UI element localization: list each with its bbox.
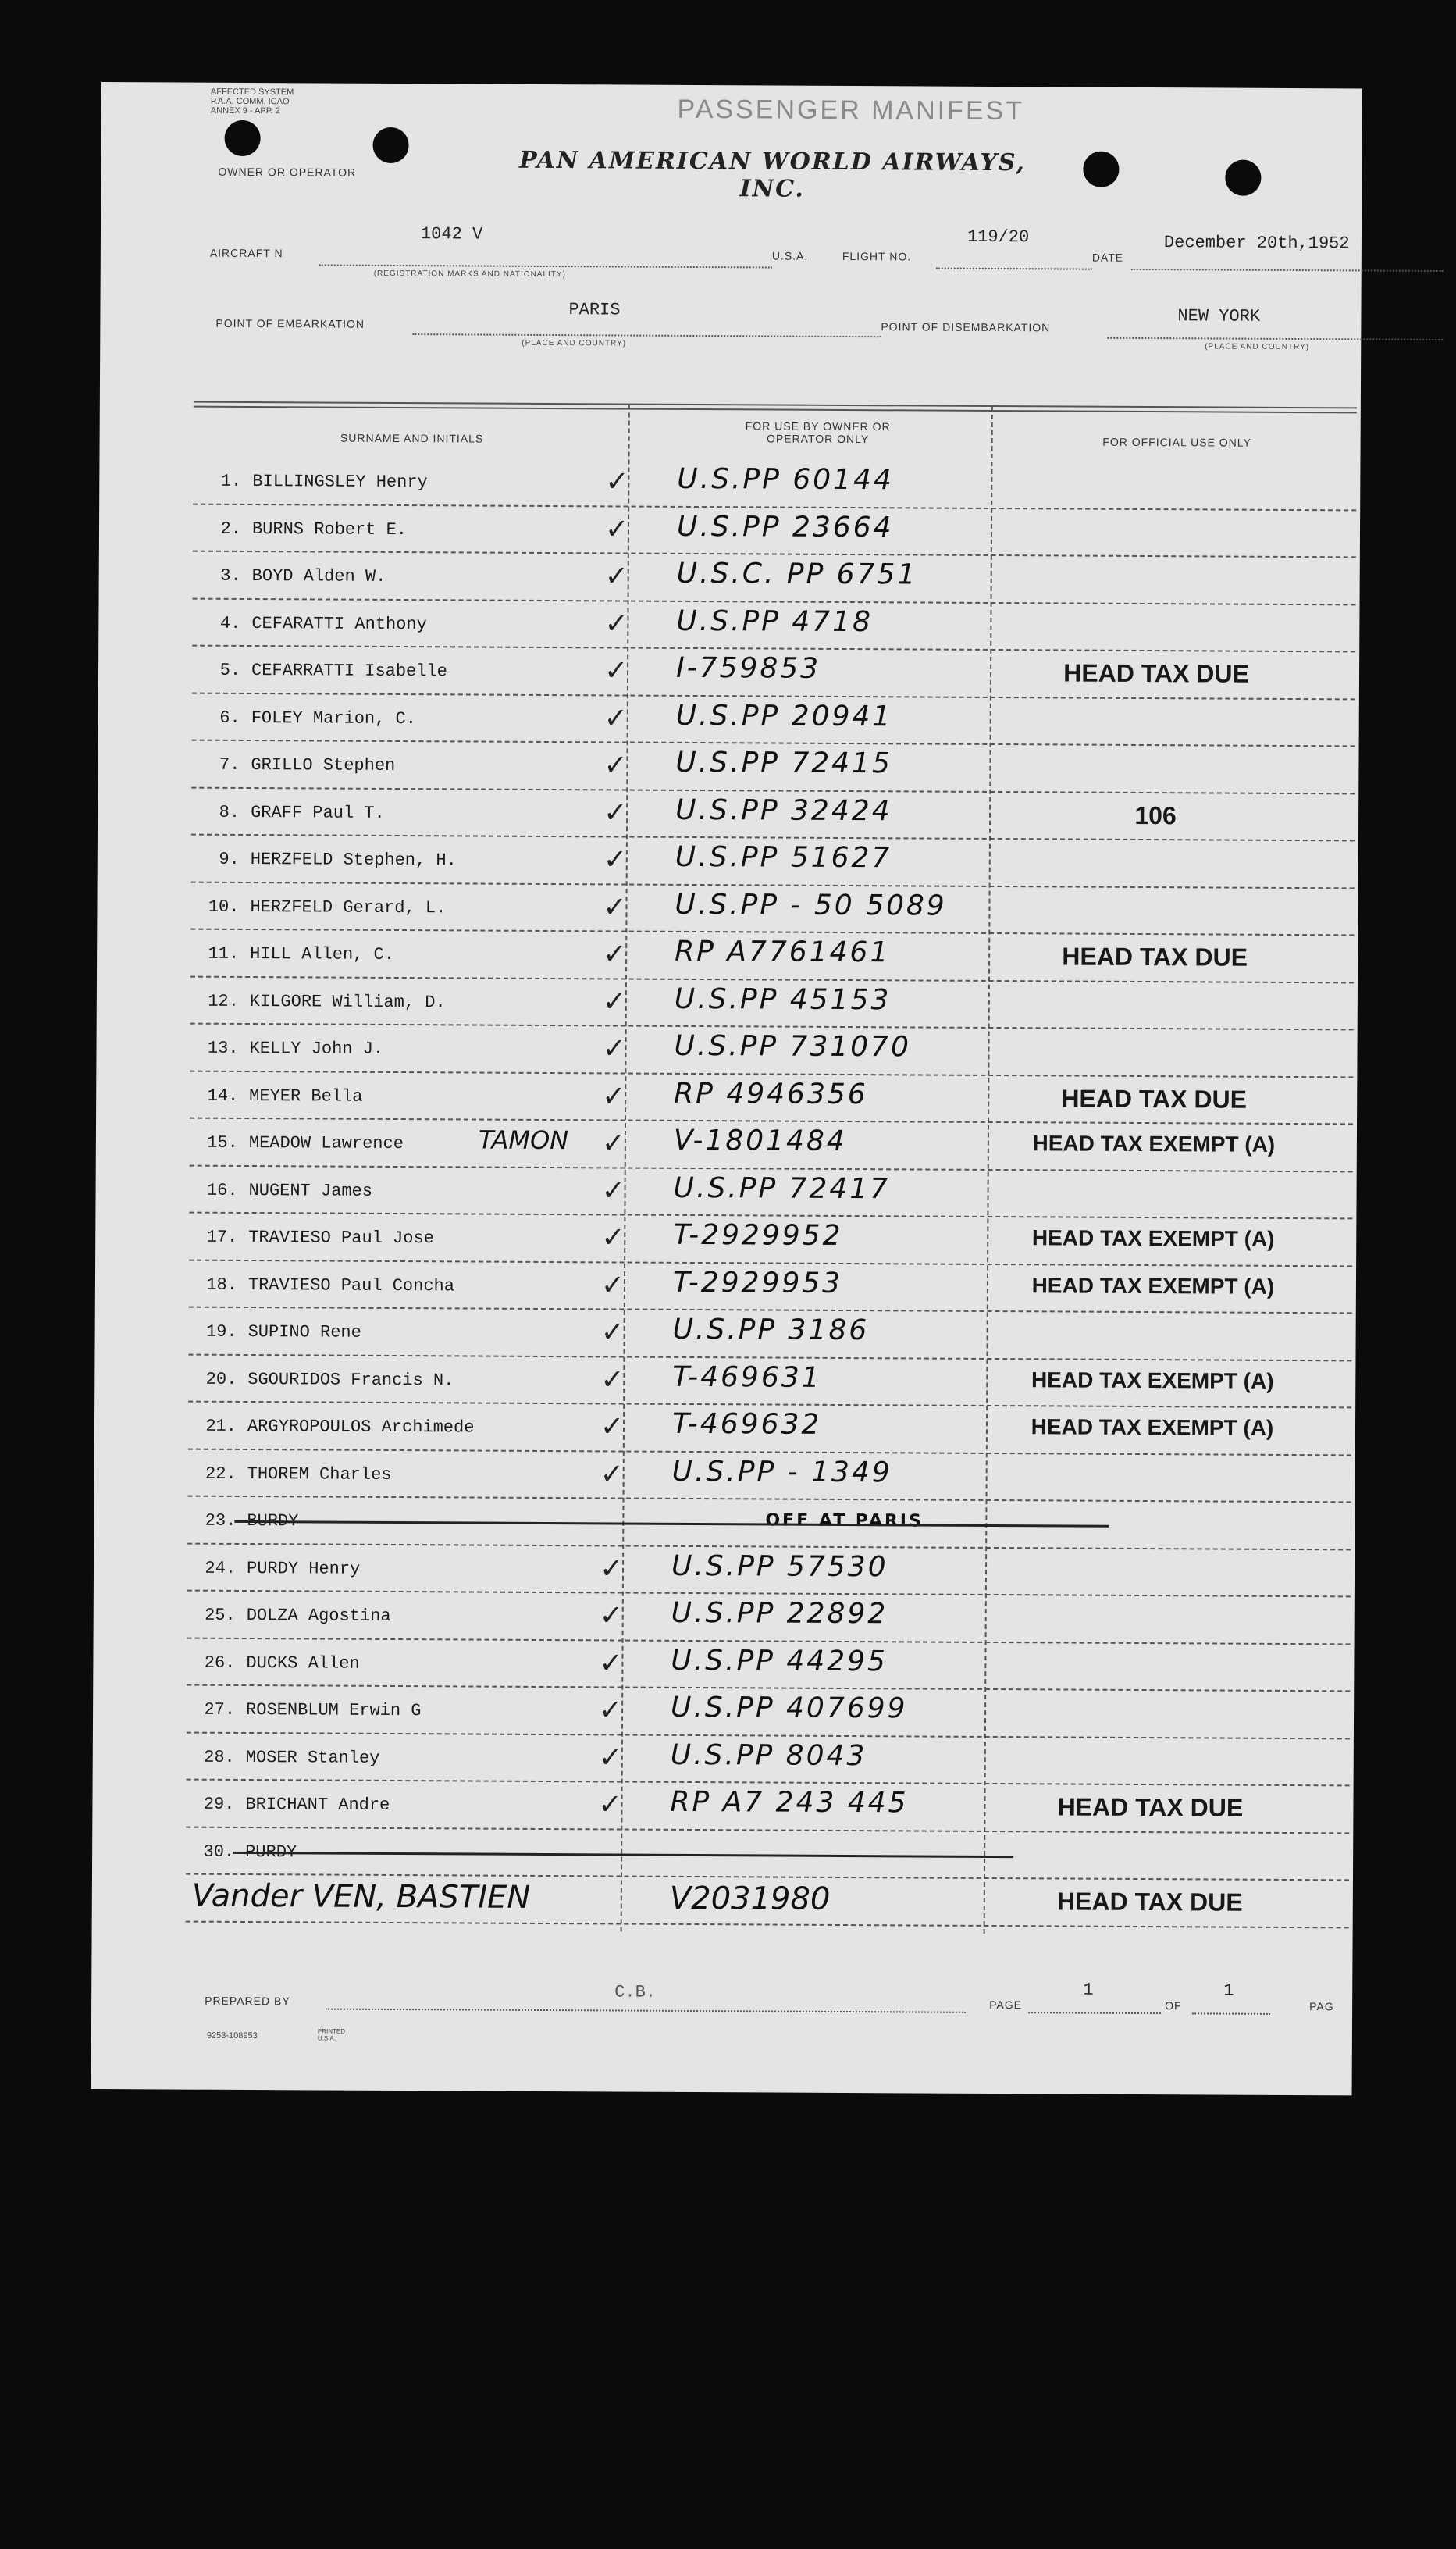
table-row	[192, 647, 1355, 700]
table-row	[187, 1592, 1351, 1645]
row-number: 8.	[219, 802, 240, 822]
passenger-name: ARGYROPOULOS Archimede	[247, 1417, 475, 1438]
passenger-name: BILLINGSLEY Henry	[252, 472, 428, 493]
passenger-name: CEFARRATTI Isabelle	[251, 661, 447, 682]
check-mark-icon: ✓	[599, 1552, 624, 1585]
official-stamp: HEAD TAX EXEMPT (A)	[1031, 1367, 1274, 1393]
passenger-name: SGOURIDOS Francis N.	[247, 1369, 454, 1390]
check-mark-icon: ✓	[602, 985, 627, 1018]
passenger-name: FOLEY Marion, C.	[251, 708, 417, 729]
aircraft-label: AIRCRAFT N	[209, 246, 283, 260]
of-underline	[1192, 2012, 1270, 2015]
row-number: 15.	[207, 1132, 238, 1153]
table-row	[191, 741, 1355, 794]
table-row	[192, 693, 1355, 747]
check-mark-icon: ✓	[604, 512, 629, 546]
passenger-name: Vander VEN, BASTIEN	[191, 1877, 531, 1916]
passport-number: U.S.PP 23664	[676, 510, 894, 544]
row-number: 29.	[203, 1794, 235, 1814]
passenger-name: MEYER Bella	[249, 1086, 363, 1107]
passenger-name: SUPINO Rene	[247, 1322, 361, 1342]
row-number: 22.	[205, 1463, 237, 1484]
row-number: 9.	[219, 849, 240, 869]
passport-number: U.S.PP 60144	[677, 462, 894, 497]
row-number: 2.	[220, 519, 242, 539]
punch-hole	[1083, 152, 1119, 187]
flight-underline	[936, 268, 1092, 270]
passenger-name: ROSENBLUM Erwin G	[246, 1699, 422, 1721]
place-caption-embarkation: (PLACE AND COUNTRY)	[522, 338, 627, 348]
table-row	[187, 1733, 1350, 1786]
passport-number: U.S.PP 4718	[676, 604, 874, 638]
pages-label: PAG	[1309, 2000, 1334, 2013]
table-row	[190, 1119, 1353, 1172]
check-mark-icon: ✓	[600, 1268, 625, 1302]
date-value: December 20th,1952	[1163, 233, 1350, 254]
column-header-owner-use: FOR USE BY OWNER OR OPERATOR ONLY	[745, 419, 891, 446]
of-label: OF	[1165, 1999, 1182, 2012]
passenger-name: DUCKS Allen	[246, 1652, 360, 1674]
row-number: 20.	[205, 1369, 237, 1389]
official-stamp: HEAD TAX DUE	[1063, 658, 1249, 688]
check-mark-icon: ✓	[601, 1221, 625, 1254]
table-row	[190, 1025, 1353, 1078]
passport-number: U.S.PP 57530	[671, 1549, 888, 1583]
table-row	[191, 836, 1355, 889]
row-number: 30.	[203, 1841, 235, 1862]
table-row	[189, 1214, 1352, 1267]
check-mark-icon: ✓	[599, 1599, 624, 1632]
passport-number: U.S.C. PP 6751	[676, 557, 918, 591]
passport-number: U.S.PP 407699	[671, 1691, 908, 1725]
passenger-name: TRAVIESO Paul Jose	[248, 1228, 434, 1249]
strike-through	[234, 1520, 1109, 1528]
page-underline	[1028, 2012, 1161, 2014]
row-number: 1.	[220, 471, 242, 491]
table-row	[187, 1544, 1351, 1597]
row-number: 11.	[208, 943, 240, 964]
check-mark-icon: ✓	[605, 465, 629, 498]
manifest-page	[91, 82, 1362, 2095]
table-row	[188, 1308, 1351, 1361]
disembarkation-value: NEW YORK	[1177, 306, 1261, 326]
passport-number: U.S.PP - 1349	[671, 1455, 892, 1488]
check-mark-icon: ✓	[603, 890, 627, 924]
table-row	[190, 1071, 1353, 1125]
passenger-name: THOREM Charles	[247, 1463, 392, 1485]
official-stamp: HEAD TAX DUE	[1056, 1887, 1243, 1916]
passenger-name: TRAVIESO Paul Concha	[247, 1274, 455, 1296]
corner-stamp: AFFECTED SYSTEM P.A.A. COMM. ICAO ANNEX 9 - APP. 2	[210, 87, 294, 116]
passenger-name: CEFARATTI Anthony	[251, 613, 427, 634]
owner-label: OWNER OR OPERATOR	[218, 165, 357, 179]
official-stamp: HEAD TAX DUE	[1057, 1792, 1244, 1822]
official-stamp: HEAD TAX EXEMPT (A)	[1031, 1272, 1275, 1299]
embarkation-value: PARIS	[568, 300, 621, 320]
passport-number: U.S.PP 72415	[675, 746, 893, 780]
passport-number: U.S.PP 3186	[672, 1313, 870, 1347]
passport-number: OFF AT PARIS	[765, 1510, 924, 1531]
embarkation-underline	[412, 333, 881, 337]
passport-number: U.S.PP 20941	[675, 699, 893, 733]
check-mark-icon: ✓	[598, 1694, 623, 1727]
table-row	[186, 1781, 1349, 1834]
column-header-official-use: FOR OFFICIAL USE ONLY	[1102, 435, 1251, 449]
passenger-name: MOSER Stanley	[245, 1747, 380, 1768]
passport-number: RP A7761461	[675, 935, 891, 969]
row-number: 6.	[219, 708, 240, 728]
carrier-name: PAN AMERICAN WORLD AIRWAYS, INC.	[518, 146, 1026, 203]
page-title: PASSENGER MANIFEST	[677, 94, 1025, 127]
row-number: 24.	[205, 1558, 237, 1578]
check-mark-icon: ✓	[603, 654, 628, 687]
passport-number: V-1801484	[673, 1124, 847, 1158]
table-row	[186, 1875, 1349, 1928]
passenger-name: HERZFELD Gerard, L.	[250, 897, 447, 918]
passenger-name: KILGORE William, D.	[249, 991, 446, 1012]
passenger-name: GRAFF Paul T.	[251, 802, 385, 823]
row-number: 5.	[219, 660, 241, 680]
passenger-name: NUGENT James	[248, 1180, 373, 1201]
aircraft-underline	[319, 264, 772, 268]
row-number: 12.	[208, 991, 239, 1011]
check-mark-icon: ✓	[601, 1127, 626, 1160]
check-mark-icon: ✓	[598, 1788, 622, 1821]
table-row	[187, 1686, 1350, 1739]
table-row	[186, 1827, 1349, 1881]
check-mark-icon: ✓	[604, 607, 628, 640]
page-label: PAGE	[989, 1998, 1023, 2012]
check-mark-icon: ✓	[600, 1363, 625, 1396]
punch-hole	[1225, 160, 1261, 196]
row-number: 28.	[204, 1747, 235, 1767]
check-mark-icon: ✓	[603, 843, 628, 876]
official-stamp: HEAD TAX EXEMPT (A)	[1032, 1131, 1276, 1157]
row-number: 26.	[204, 1652, 236, 1673]
check-mark-icon: ✓	[600, 1457, 624, 1491]
check-mark-icon: ✓	[604, 560, 628, 593]
table-row	[188, 1449, 1351, 1503]
official-stamp: HEAD TAX EXEMPT (A)	[1031, 1414, 1274, 1440]
row-number: 7.	[219, 754, 240, 775]
table-row	[189, 1166, 1352, 1219]
strike-through	[233, 1851, 1013, 1857]
printed-mark: PRINTED U.S.A.	[317, 2027, 346, 2042]
disembarkation-underline	[1107, 337, 1443, 340]
passport-number: V2031980	[669, 1880, 831, 1917]
passenger-name: BRICHANT Andre	[245, 1794, 390, 1815]
official-stamp: HEAD TAX EXEMPT (A)	[1031, 1225, 1275, 1251]
flight-label: FLIGHT NO.	[842, 249, 912, 263]
passport-number: T-469631	[672, 1360, 822, 1394]
table-row	[193, 552, 1356, 605]
row-number: 25.	[205, 1605, 236, 1625]
date-underline	[1131, 269, 1444, 272]
disembarkation-label: POINT OF DISEMBARKATION	[881, 320, 1051, 334]
table-row	[189, 1260, 1352, 1314]
passenger-name: PURDY	[245, 1841, 297, 1862]
passport-number: RP 4946356	[674, 1077, 868, 1111]
passenger-name: KELLY John J.	[249, 1039, 384, 1059]
table-row	[187, 1497, 1351, 1550]
passport-number: T-2929953	[672, 1266, 843, 1299]
check-mark-icon: ✓	[598, 1741, 623, 1774]
row-number: 23.	[205, 1510, 237, 1531]
passport-number: U.S.PP 8043	[670, 1738, 867, 1772]
table-row	[191, 788, 1355, 841]
passport-number: U.S.PP 731070	[674, 1029, 912, 1064]
row-number: 10.	[208, 897, 240, 917]
passport-number: U.S.PP 44295	[671, 1644, 888, 1677]
date-label: DATE	[1091, 251, 1124, 264]
passport-number: U.S.PP 32424	[675, 793, 892, 827]
row-number: 19.	[205, 1321, 237, 1342]
check-mark-icon: ✓	[600, 1410, 625, 1443]
row-number: 4.	[219, 613, 241, 633]
passenger-name: BURNS Robert E.	[251, 519, 408, 540]
official-stamp: HEAD TAX DUE	[1061, 1083, 1248, 1114]
check-mark-icon: ✓	[603, 938, 627, 971]
row-number: 13.	[207, 1038, 239, 1058]
table-row	[193, 504, 1356, 558]
column-header-surname: SURNAME AND INITIALS	[340, 431, 484, 445]
passport-number: U.S.PP - 50 5089	[675, 888, 947, 922]
passport-number: RP A7 243 445	[670, 1785, 909, 1820]
passport-number: U.S.PP 72417	[673, 1171, 891, 1205]
check-mark-icon: ✓	[603, 749, 628, 782]
passport-number: I-759853	[675, 651, 821, 685]
punch-hole	[372, 127, 408, 163]
passenger-name: DOLZA Agostina	[246, 1605, 391, 1626]
official-stamp: 106	[1134, 800, 1177, 829]
check-mark-icon: ✓	[600, 1316, 625, 1349]
registration-caption: (REGISTRATION MARKS AND NATIONALITY)	[373, 269, 566, 280]
table-row	[190, 977, 1354, 1030]
passport-number: U.S.PP 45153	[674, 982, 892, 1016]
prepared-label: PREPARED BY	[205, 1994, 290, 2008]
passport-number: U.S.PP 22892	[671, 1596, 888, 1631]
table-row	[188, 1403, 1351, 1456]
passenger-name: GRILLO Stephen	[251, 755, 396, 775]
check-mark-icon: ✓	[601, 1174, 625, 1207]
name-correction: TAMON	[478, 1125, 569, 1156]
form-number: 9253-108953	[206, 2030, 258, 2041]
passenger-name: BURDY	[247, 1511, 299, 1531]
embarkation-label: POINT OF EMBARKATION	[215, 316, 365, 330]
row-number: 18.	[206, 1274, 238, 1295]
table-row	[193, 458, 1356, 511]
row-number: 3.	[220, 565, 241, 586]
table-row	[192, 599, 1355, 652]
check-mark-icon: ✓	[602, 1032, 626, 1065]
official-stamp: HEAD TAX DUE	[1062, 942, 1248, 971]
passenger-name: HILL Allen, C.	[250, 944, 395, 964]
prepared-value: C.B.	[614, 1982, 657, 2002]
check-mark-icon: ✓	[599, 1646, 623, 1680]
row-number: 21.	[205, 1416, 237, 1436]
page-number: 1	[1083, 1980, 1094, 2000]
nationality: U.S.A.	[771, 249, 809, 262]
check-mark-icon: ✓	[603, 796, 628, 829]
row-number: 17.	[206, 1227, 238, 1247]
table-row	[190, 930, 1354, 983]
passenger-name: BOYD Alden W.	[251, 566, 386, 586]
passenger-name: HERZFELD Stephen, H.	[250, 850, 457, 871]
page-total: 1	[1223, 1980, 1234, 2001]
table-row	[187, 1638, 1350, 1692]
aircraft-value: 1042 V	[420, 224, 483, 244]
place-caption-disembarkation: (PLACE AND COUNTRY)	[1205, 342, 1310, 352]
prepared-underline	[326, 2009, 966, 2013]
passenger-name: PURDY Henry	[246, 1558, 361, 1579]
row-number: 16.	[206, 1180, 238, 1200]
row-number: 27.	[204, 1699, 236, 1720]
passport-number: T-469632	[671, 1407, 822, 1441]
passport-number: T-2929952	[673, 1218, 843, 1252]
check-mark-icon: ✓	[603, 701, 628, 735]
check-mark-icon: ✓	[602, 1079, 626, 1113]
flight-value: 119/20	[967, 226, 1030, 248]
passenger-name: MEADOW Lawrence	[248, 1133, 404, 1154]
table-row	[188, 1355, 1351, 1408]
table-row	[190, 882, 1354, 936]
passport-number: U.S.PP 51627	[675, 840, 892, 875]
punch-hole	[225, 120, 261, 156]
row-number: 14.	[207, 1086, 239, 1106]
